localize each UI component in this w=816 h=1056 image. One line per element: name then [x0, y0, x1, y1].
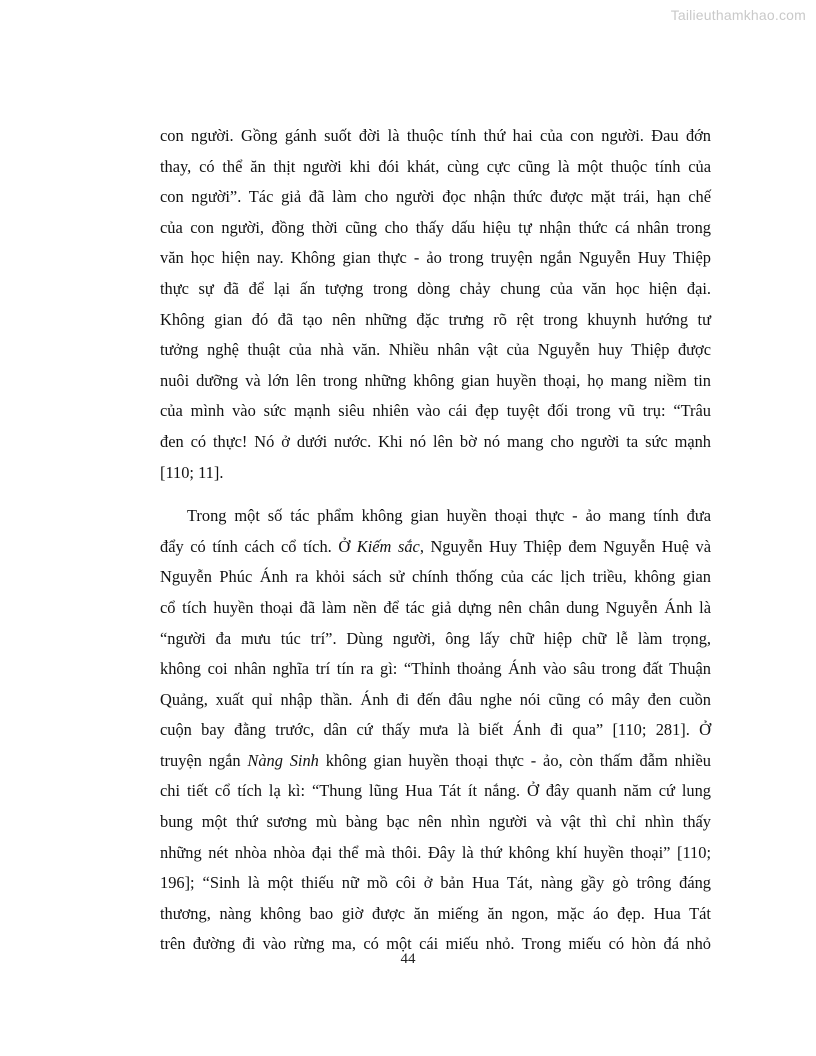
- text-line: Trong một số tác phẩm không gian huyền thoại thực - ảo mang tính đưa: [187, 506, 711, 526]
- text-line: bung một thứ sương mù bàng bạc nên nhìn người và vật thì chỉ nhìn thấy: [160, 812, 711, 832]
- text-line: con người. Gồng gánh suốt đời là thuộc tính thứ hai của con người. Đau đớn: [160, 126, 711, 145]
- text-line: “người đa mưu túc trí”. Dùng người, ông lấy chữ hiệp chữ lễ làm trọng,: [160, 628, 711, 648]
- text-line: nuôi dưỡng và lớn lên trong những không gian huyền thoại, họ mang niềm tin: [160, 370, 711, 390]
- text-line: chi tiết cổ tích lạ kì: “Thung lũng Hua Tát ít nắng. Ở đây quanh năm cứ lung: [160, 781, 711, 801]
- text-line: 196]; “Sinh là một thiếu nữ mồ côi ở bản Hua Tát, nàng gầy gò trông đáng: [160, 873, 711, 893]
- text-line: văn học hiện nay. Không gian thực - ảo trong truyện ngắn Nguyễn Huy Thiệp: [160, 248, 711, 268]
- work-title-nang-sinh: Nàng Sinh: [247, 750, 319, 770]
- text-line: thực sự đã để lại ấn tượng trong dòng chảy chung của văn học hiện đại.: [160, 278, 711, 298]
- text-line: không coi nhân nghĩa trí tín ra gì: “Thỉnh thoảng Ánh vào sâu trong đất Thuận: [160, 659, 711, 679]
- text-line: trên đường đi vào rừng ma, có một cái miếu nhỏ. Trong miếu có hòn đá nhỏ: [160, 934, 711, 954]
- page-number: 44: [400, 951, 416, 967]
- text-segment: , Nguyễn Huy Thiệp đem Nguyễn Huệ và: [419, 536, 712, 556]
- text-line: Quảng, xuất quỉ nhập thần. Ánh đi đến đâu nghe nói cũng có mây đen cuồn: [160, 689, 711, 709]
- text-segment: đẩy có tính cách cổ tích. Ở: [160, 536, 357, 556]
- text-line: con người”. Tác giả đã làm cho người đọc nhận thức được mặt trái, hạn chế: [160, 187, 711, 207]
- text-line: Không gian đó đã tạo nên những đặc trưng rõ rệt trong khuynh hướng tư: [160, 309, 711, 329]
- work-title-kiem-sac: Kiếm sắc: [356, 536, 420, 556]
- text-line: Nguyễn Phúc Ánh ra khỏi sách sử chính thống của các lịch triều, không gian: [160, 567, 711, 587]
- text-segment: truyện ngắn: [160, 750, 248, 770]
- text-line: của mình vào sức mạnh siêu nhiên vào cái đẹp tuyệt đối trong vũ trụ: “Trâu: [160, 401, 711, 421]
- document-body: [160, 121, 711, 960]
- text-line: cuộn bay đằng trước, dân cứ thấy mưa là biết Ánh đi qua” [110; 281]. Ở: [160, 720, 711, 740]
- text-line: thương, nàng không bao giờ được ăn miếng ăn ngon, mặc áo đẹp. Hua Tát: [160, 903, 711, 923]
- text-line: [110; 11].: [160, 462, 224, 482]
- watermark-text: Tailieuthamkhao.com: [670, 7, 806, 23]
- text-line: [160, 746, 711, 777]
- text-line: của con người, đồng thời cũng cho thấy dấu hiệu tự nhận thức cá nhân trong: [160, 217, 711, 237]
- text-line: cổ tích huyền thoại đã làm nền để tác giả dựng nên chân dung Nguyễn Ánh là: [160, 597, 711, 617]
- text-line: những nét nhòa nhòa đại thể mà thôi. Đây là thứ không khí huyền thoại” [110;: [160, 842, 711, 862]
- text-segment: không gian huyền thoại thực - ảo, còn thấm đẫm nhiều: [318, 750, 711, 770]
- text-line: thay, có thể ăn thịt người khi đói khát, cùng cực cũng là một thuộc tính của: [160, 156, 711, 176]
- text-line: đen có thực! Nó ở dưới nước. Khi nó lên bờ nó mang cho người ta sức mạnh: [160, 431, 711, 451]
- text-line: [160, 532, 711, 563]
- text-line: tưởng nghệ thuật của nhà văn. Nhiều nhân vật của Nguyễn huy Thiệp được: [160, 340, 711, 360]
